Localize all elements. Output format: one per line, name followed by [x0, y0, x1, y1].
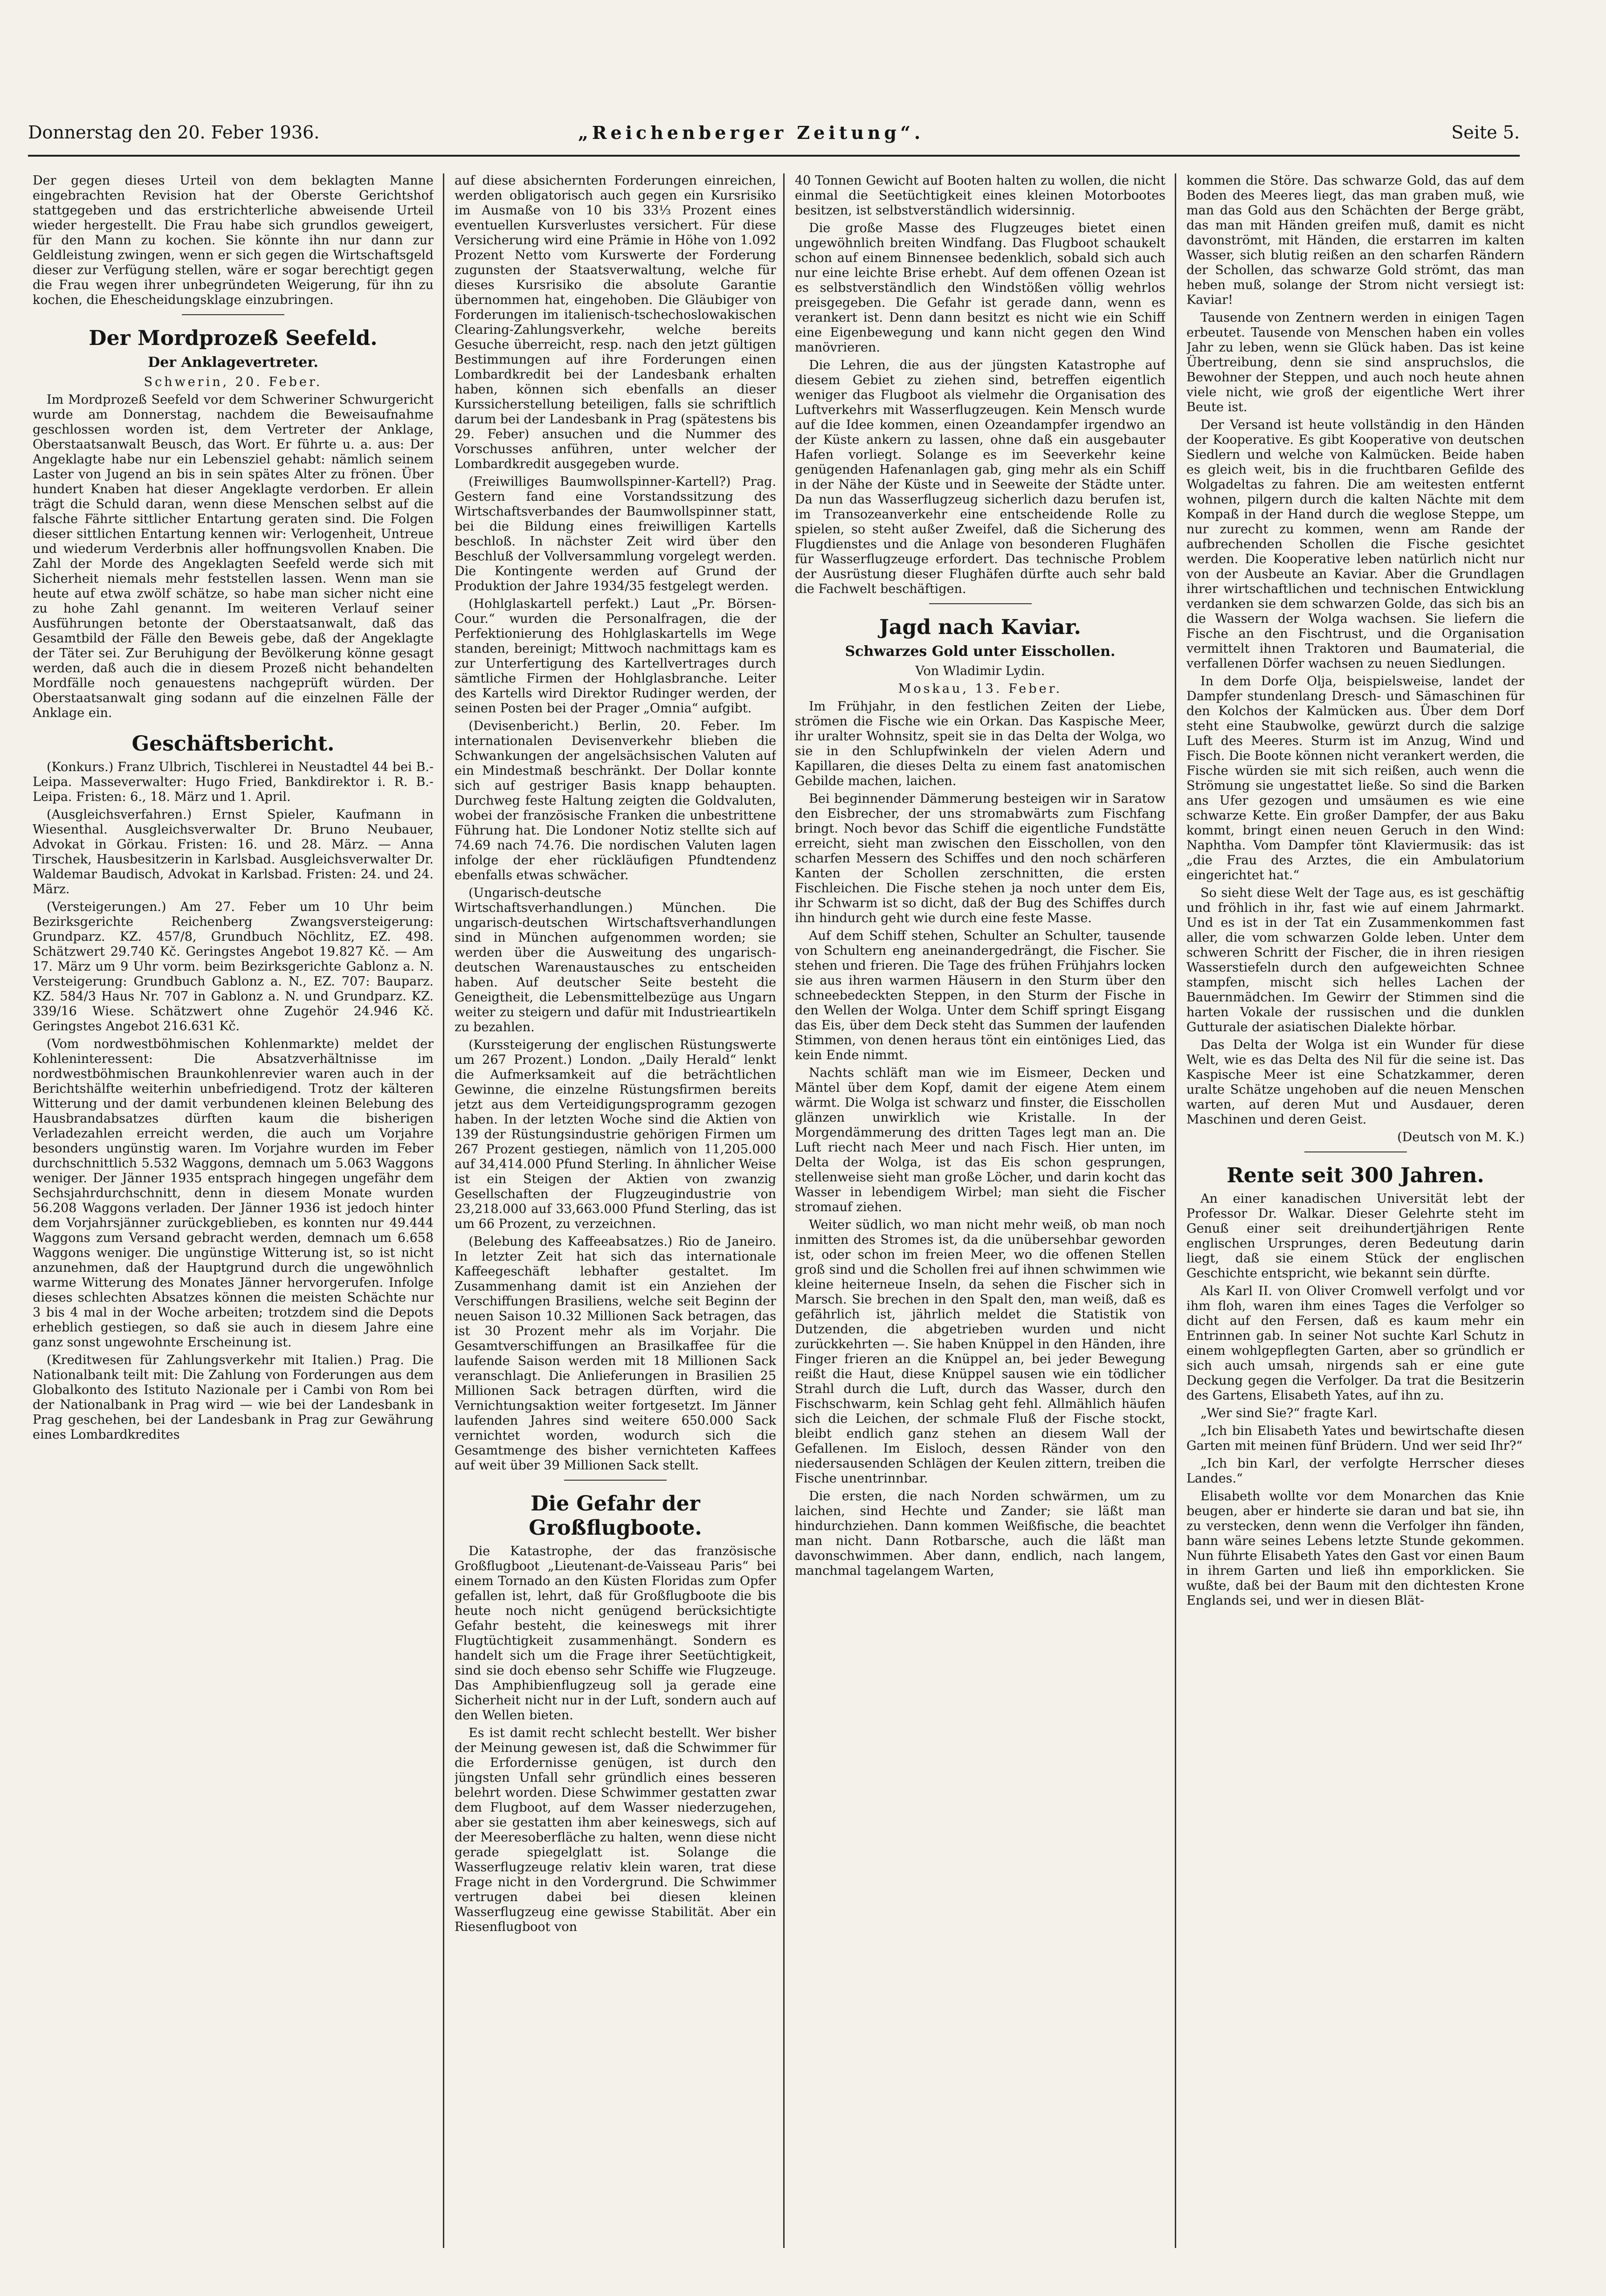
subheadline: Der Anklagevertreter.	[148, 354, 318, 371]
headline-mordprozess: Der Mordprozeß Seefeld.	[89, 326, 378, 350]
notice-ruestung: (Kurssteigerung der englischen Rüstungswerte um 267 Prozent.) London. „Daily Herald“ lenkt die Aufmerksamkeit auf die beträchtlichen Gewinne, die einzelne Rüstungsfirmen bereits jetzt aus dem Verteidigungsprogramm gezogen haben. In der letzten Woche sind die Aktien von 139 der Rüstungsindustrie gehörigen Firmen um 267 Prozent gestiegen, nämlich von 11,205.000 auf 34,414.000 Pfund Sterling. In ähnlicher Weise ist ein Steigen der Aktien von zwanzig Gesellschaften der Flugzeugindustrie von 23,218.000 auf 33,663.000 Pfund Sterling, das ist um 66 Prozent, zu verzeichnen.	[455, 1038, 776, 1231]
notice-hohlglas: (Hohlglaskartell perfekt.) Laut „Pr. Börsen-Cour.“ wurden die Personalfragen, die der Perfektionierung des Hohlglaskartells im Wege standen, bereinigt; Mittwoch nachmittags kam es zur Unterfertigung des Kartellvertrages durch sämtliche Firmen der Hohlglasbranche. Leiter des Kartells wird Direktor Rudinger werden, der seinen Posten bei der Prager „Omnia“ aufgibt.	[455, 597, 776, 716]
article-paragraph: Die ersten, die nach Norden schwärmen, um zu laichen, sind Hechte und Zander; sie läßt man hindurchziehen. Dann kommen Weißfische, die beachtet man nicht. Dann Rotbarsche, auch die läßt man davonschwimmen. Aber dann, endlich, nach langem, manchmal tagelangem Warten,	[795, 1489, 1165, 1578]
notice-kartell: (Freiwilliges Baumwollspinner-Kartell?) Prag. Gestern fand eine Vorstandssitzung des Wirtschaftsverbandes der Baumwollspinner statt, bei die Bildung eines freiwilligen Kartells beschloß. In nächster Zeit wird über den Beschluß der Vollversammlung vorgelegt werden. Die Kontingente werden auf Grund der Produktion der Jahre 1934/35 festgelegt werden.	[455, 475, 776, 593]
column-divider	[783, 173, 785, 2248]
article-paragraph: Das Delta der Wolga ist ein Wunder für diese Welt, wie es das Delta des Nil für die seine ist. Das Kaspische Meer ist eine Schatzkammer, deren uralte Schätze ungehoben auf die neuen Menschen warten, auf deren Mut und Ausdauer, deren Maschinen und deren Geist.	[1186, 1038, 1524, 1127]
dateline: Moskau, 13. Feber.	[898, 682, 1062, 696]
page-number: Seite 5.	[1451, 122, 1520, 143]
article-paragraph: Weiter südlich, wo man nicht mehr weiß, ob man noch inmitten des Stromes ist, da die unübersehbar geworden ist, oder schon im freien Meer, wo die offenen Stellen groß sind und die Schollen frei auf ihnen schwimmen wie kleine heiterneue Inseln, da sehen die Fischer sich in Marsch. Sie brechen in den Spalt den, man weiß, daß es gefährlich ist, jährlich meldet die Statistik von Dutzenden, die abgetrieben wurden und nicht zurückkehrten —. Sie haben Knüppel in den Händen, ihre Finger frieren an die Knüppel an, bei jeder Bewegung reißt die Haut, diese Knüppel sausen wie ein tödlicher Strahl durch die Luft, durch das Wasser, durch den Fischschwarm, kein Schlag geht fehl. Allmählich häufen sich die Leichen, der schmale Fluß der Fische stockt, bleibt endlich ganz stehen an diesem Wall der Gefallenen. Im Eisloch, dessen Ränder von den niedersausenden Schlägen der Keulen zittern, treiben die Fische unentrinnbar.	[795, 1218, 1165, 1486]
article-paragraph: 40 Tonnen Gewicht auf Booten halten zu wollen, die nicht einmal die Seetüchtigkeit eines kleinen Motorbootes besitzen, ist selbstverständlich widersinnig.	[795, 173, 1165, 218]
column-4	[1186, 173, 1524, 1611]
article-paragraph: Als Karl II. von Oliver Cromwell verfolgt und vor ihm floh, waren ihm eines Tages die Verfolger so dicht auf den Fersen, daß es kaum mehr ein Entrinnen gab. In seiner Not suchte Karl Schutz in einem wohlgepflegten Garten, aber so gründlich er sich auch umsah, nirgends sah er eine gute Deckung gegen die Verfolger. Da trat die Besitzerin des Gartens, Elisabeth Yates, auf ihn zu.	[1186, 1284, 1524, 1403]
column-divider	[443, 173, 444, 2248]
article-paragraph: Tausende von Zentnern werden in einigen Tagen erbeutet. Tausende von Menschen haben ein volles Jahr zu leben, wenn sie Glück haben. Das ist keine Übertreibung, denn sie sind anspruchslos, die Bewohner der Steppen, und auch noch heute ahnen viele nicht, wie groß der eigentliche Wert ihrer Beute ist.	[1186, 310, 1524, 414]
notice-kaffee: (Belebung des Kaffeeabsatzes.) Rio de Janeiro. In letzter Zeit hat sich das internationale Kaffeegeschäft lebhafter gestaltet. Im Zusammenhang damit ist ein Anziehen der Verschiffungen Brasiliens, welche seit Beginn der neuen Saison 10.32 Millionen Sack betragen, das ist 30 Prozent mehr als im Vorjahr. Die Gesamtverschiffungen an Brasilkaffee für die laufende Saison werden mit 18 Millionen Sack veranschlagt. Die Anlieferungen in Brasilien 25 Millionen Sack betragen dürften, wird die Vernichtungsaktion weiter fortgesetzt. Im Jänner laufenden Jahres sind weitere 650.000 Sack vernichtet worden, wodurch sich die Gesamtmenge des bisher vernichteten Kaffees auf weit über 39 Millionen Sack stellt.	[455, 1234, 776, 1473]
article-paragraph: Die Lehren, die aus der jüngsten Katastrophe auf diesem Gebiet zu ziehen sind, betreffen eigentlich weniger das Flugboot als vielmehr die Organisation des Luftverkehrs mit Wasserflugzeugen. Kein Mensch wurde auf die Idee kommen, einen Ozeandampfer irgendwo an der Küste ankern zu lassen, ohne daß ein ausgebauter Hafen vorliegt. Solange es im Seeverkehr keine genügenden Hafenanlagen gab, ging mehr als ein Schiff in der Nähe der Küste und in Seeweite der Städte unter. Da nun das Wasserflugzeug sicherlich dazu berufen ist, im Transozeanverkehr eine entscheidende Rolle zu spielen, so steht außer Zweifel, daß die Sicherung des Flugdienstes und die Anlage von besonderen Flughäfen für Wasserflugzeuge erfordert. Das technische Problem der Ausrüstung dieser Flughäfen dürfte auch sehr bald die Fachwelt beschäftigen.	[795, 358, 1165, 596]
column-1	[33, 173, 434, 1445]
article-paragraph: Elisabeth wollte vor dem Monarchen das Knie beugen, aber er hinderte sie daran und bat sie, ihn zu verstecken, denn wenn die Verfolger ihn fänden, bann wäre seines Lebens letzte Stunde gekommen. Nun führte Elisabeth Yates den Gast vor einen Baum in ihrem Garten und ließ ihn emporklicken. Sie wußte, daß bei der Baum mit den dichtesten Krone Englands sei, und wer in diesen Blät-	[1186, 1489, 1524, 1608]
notice-kohlenmarkt: (Vom nordwestböhmischen Kohlenmarkte) meldet der Kohleninteressent: Die Absatzverhältnisse im nordwestböhmischen Braunkohlenrevier waren auch in der Berichtshälfte weiterhin unbefriedigend. Trotz der kälteren Witterung und der damit verbundenen kleinen Belebung des Hausbrandabsatzes dürften kaum die bisherigen Verladezahlen erreicht werden, die auch um Vorjahre besonders ungünstig waren. Im Vorjahre wurden im Feber durchschnittlich 5.532 Waggons, demnach um 5.063 Waggons weniger. Der Jänner 1935 entsprach hingegen ungefähr dem Sechsjahrdurchschnitt, denn in diesem Monate wurden 56.208 Waggons verladen. Der Jänner 1936 ist jedoch hinter dem Vorjahrsjänner zurückgeblieben, es konnten nur 49.444 Waggons zum Versand gebracht werden, demnach um 6.658 Waggons weniger. Die ungünstige Witterung ist, so ist nicht anzunehmen, daß der Hauptgrund durch die ungewöhnlich warme Witterung des Monates Jänner hervorgerufen. Infolge dieses schlechten Absatzes können die meisten Schächte nur 3 bis 4 mal in der Woche arbeiten; trotzdem sind die Depots erheblich gestiegen, so daß sie auch in diesem Jahre eine ganz sonst ungewohnte Erscheinung ist.	[33, 1037, 434, 1350]
article-paragraph: Die Katastrophe, der das französische Großflugboot „Lieutenant-de-Vaisseau Paris“ bei einem Tornado an den Küsten Floridas zum Opfer gefallen ist, lehrt, daß für Großflugboote die bis heute noch nicht genügend berücksichtigte Gefahr besteht, die keineswegs mit ihrer Flugtüchtigkeit zusammenhängt. Sondern es handelt sich um die Frage ihrer Seetüchtigkeit, sind sie doch ebenso sehr Schiffe wie Flugzeuge. Das Amphibienflugzeug soll ja gerade eine Sicherheit nicht nur in der Luft, sondern auch auf den Wellen bieten.	[455, 1544, 776, 1723]
article-paragraph: „Ich bin Karl, der verfolgte Herrscher dieses Landes.“	[1186, 1456, 1524, 1486]
article-paragraph: Es ist damit recht schlecht bestellt. Wer bisher der Meinung gewesen ist, daß die Schwimmer für die Erfordernisse genügen, ist durch den jüngsten Unfall sehr gründlich eines besseren belehrt worden. Diese Schwimmer gestatten zwar dem Flugboot, auf dem Wasser niederzugehen, aber sie gestatten ihm aber keineswegs, sich auf der Meeresoberfläche zu halten, wenn diese nicht gerade spiegelglatt ist. Solange die Wasserflugzeuge relativ klein waren, trat diese Frage nicht in den Vordergrund. Die Schwimmer vertrugen dabei bei diesen kleinen Wasserflugzeug eine gewisse Stabilität. Aber ein Riesenflugboot von	[455, 1726, 776, 1934]
column-divider	[1175, 173, 1176, 2248]
article-paragraph: So sieht diese Welt der Tage aus, es ist geschäftig und fröhlich in ihr, fast wie auf einem Jahrmarkt. Und es ist in der Tat ein Zusammenkommen fast aller, die vom schwarzen Golde leben. Unter dem schweren Schritt der Fischer, die in ihren riesigen Wasserstiefeln durch den aufgeweichten Schnee stampfen, mischt sich helles Lachen der Bauernmädchen. Im Gewirr der Stimmen sind die harten Vokale der russischen und die dunklen Gutturale der asiatischen Dialekte hörbar.	[1186, 886, 1524, 1034]
translation-credit: (Deutsch von M. K.)	[1397, 1130, 1524, 1145]
article-paragraph: Auf dem Schiff stehen, Schulter an Schulter, tausende von Schultern eng aneinandergedrängt, die Fischer. Sie stehen und frieren. Die Tage des frühen Frühjahrs locken sie aus ihren warmen Häusern in den Sturm über den schneebedeckten Steppen, in den Sturm der Fische in den Wellen der Wolga. Unter dem Schiff springt Eisgang das Eis, über dem Deck steht das Summen der laufenden Stimmen, von denen heraus tönt ein eintöniges Lied, das kein Ende nimmt.	[795, 929, 1165, 1062]
article-paragraph: Die große Masse des Flugzeuges bietet einen ungewöhnlich breiten Windfang. Das Flugboot schaukelt schon auf einem Binnensee bedenklich, sobald sich auch nur eine leichte Brise erhebt. Auf dem offenen Ozean ist es selbstverständlich den Windstößen völlig wehrlos preisgegeben. Die Gefahr ist gerade dann, wenn es verankert ist. Denn dann besitzt es nicht wie ein Schiff eine Eigenbewegung und kann nicht gegen den Wind manövrieren.	[795, 221, 1165, 355]
masthead-title: „Reichenberger Zeitung“.	[578, 122, 924, 143]
notice-kreditwesen: (Kreditwesen für Zahlungsverkehr mit Italien.) Prag. Die Nationalbank teilt mit: Die Zahlung von Forderungen aus dem Globalkonto des Istituto Nazionale per i Cambi von Rom bei der Nationalbank in Prag wird — wie bei der Landesbank in Prag geschehen, bei der Landesbank in Prag zur Gewährung eines Lombardkredites	[33, 1353, 434, 1442]
article-paragraph: Im Mordprozeß Seefeld vor dem Schweriner Schwurgericht wurde am Donnerstag, nachdem die Beweisaufnahme geschlossen worden ist, dem Vertreter der Anklage, Oberstaatsanwalt Beusch, das Wort. Er führte u. a. aus: Der Angeklagte habe nur ein Lebensziel gehabt: nämlich seinem Laster von Jugend an bis in sein spätes Alter zu frönen. Über hundert Knaben hat dieser Angeklagte verdorben. Er allein trägt die Schuld daran, wenn diese Menschen selbst auf die falsche Fährte sittlicher Entartung geraten sind. Die Folgen dieser sittlichen Entartung kennen wir: Verlogenheit, Untreue und wiederum Verderbnis aller hoffnungsvollen Knaben. Die Zahl der Morde des Angeklagten Seefeld werde sich mit Sicherheit niemals mehr feststellen lassen. Wenn man sie heute auf etwa zwölf schätze, so habe man sicher nicht eine zu hohe Zahl genannt. Im weiteren Verlauf seiner Ausführungen betonte der Oberstaatsanwalt, daß das Gesamtbild der Fälle den Beweis gebe, daß der Angeklagte der Täter sei. Zur Beruhigung der Bevölkerung könne gesagt werden, daß auch die in diesem Prozeß nicht behandelten Mordfälle noch genauestens nachgeprüft würden. Der Oberstaatsanwalt ging sodann auf die einzelnen Fälle der Anklage ein.	[33, 393, 434, 720]
article-paragraph: „Wer sind Sie?“ fragte Karl.	[1200, 1406, 1378, 1420]
byline: Von Wladimir Lydin.	[915, 664, 1045, 678]
article-paragraph: Im Frühjahr, in den festlichen Zeiten der Liebe, strömen die Fische wie ein Orkan. Das Kaspische Meer, ihr uralter Wohnsitz, speit sie in das Delta der Wolga, wo sie in den Schlupfwinkeln der vielen Adern und Kapillaren, die dieses Delta zu einem fast anatomischen Gebilde machen, laichen.	[795, 699, 1165, 788]
masthead	[28, 122, 1520, 150]
column-2	[455, 173, 776, 1937]
headline-grossflugboote: Die Gefahr der Großflugboote.	[529, 1492, 702, 1540]
separator	[1304, 1151, 1407, 1152]
article-paragraph: kommen die Störe. Das schwarze Gold, das auf dem Boden des Meeres liegt, das man graben muß, wie man das Gold aus den Schächten der Berge gräbt, das man mit Händen greifen muß, damit es nicht davonströmt, mit Händen, die erstarren im kalten Wasser, sich blutig reißen an den scharfen Rändern der Schollen, das schwarze Gold strömt, das man heben muß, solange der Strom nicht versiegt ist: Kaviar!	[1186, 173, 1524, 307]
separator	[564, 1480, 667, 1481]
separator	[182, 314, 284, 315]
article-paragraph: Bei beginnender Dämmerung besteigen wir in Saratow den Eisbrecher, der uns stromabwärts zum Fischfang bringt. Noch bevor das Schiff die eigentliche Fundstätte erreicht, sieht man zwischen den Eisschollen, von den scharfen Messern des Schiffes und den noch schärferen Kanten der Schollen zerschnitten, die ersten Fischleichen. Die Fische stehen ja noch unter dem Eis, ihr Schwarm ist so dicht, daß der Bug des Schiffes durch ihn hindurch geht wie durch eine feste Masse.	[795, 792, 1165, 925]
notice-ungarn: (Ungarisch-deutsche Wirtschaftsverhandlungen.) München. Die ungarisch-deutschen Wirtschaftsverhandlungen sind in München aufgenommen worden; sie werden über die Ausweitung des ungarisch-deutschen Warenaustausches zu entscheiden haben. Auf deutscher Seite besteht die Geneigtheit, die Lebensmittelbezüge aus Ungarn weiter zu steigern und dafür mit Industrieartikeln zu bezahlen.	[455, 886, 776, 1034]
dateline: Schwerin, 20. Feber.	[144, 375, 323, 389]
notice-devisen: (Devisenbericht.) Berlin, 20. Feber. Im internationalen Devisenverkehr blieben die Schwankungen der angelsächsischen Valuten auf ein Mindestmaß beschränkt. Der Dollar konnte sich auf gestriger Basis knapp behaupten. Durchweg feste Haltung zeigten die Goldvaluten, wobei der französische Franken die unbestrittene Führung hat. Die Londoner Notiz stellte sich auf 74.69 nach 74.76. Die nordischen Valuten lagen infolge der eher rückläufigen Pfundtendenz ebenfalls etwas schwächer.	[455, 719, 776, 883]
separator	[929, 603, 1032, 604]
headline-kaviar: Jagd nach Kaviar.	[879, 615, 1081, 639]
article-paragraph: An einer kanadischen Universität lebt der Professor Dr. Walkar. Dieser Gelehrte steht im Genuß einer seit dreihundertjährigen Rente englischen Ursprunges, deren Bedeutung darin liegt, daß sie einem Stück der englischen Geschichte entspricht, wie bekannt sein dürfte.	[1186, 1192, 1524, 1281]
notice-versteigerung: (Versteigerungen.) Am 27. Feber um 10 Uhr beim Bezirksgerichte Reichenberg Zwangsversteigerung: Grundparz. KZ. 457/8, Grundbuch Nöchlitz, EZ. 498. Schätzwert 29.740 Kč. Geringstes Angebot 19.827 Kč. — Am 17. März um 9 Uhr vorm. beim Bezirksgerichte Gablonz a. N. Versteigerung: Grundbuch Gablonz a. N., EZ. 707: Bauparz. KZ. 584/3 Haus Nr. 707 in Gablonz a. N. und Grundparz. KZ. 339/16 Wiese. Schätzwert ohne Zugehör 24.946 Kč. Geringstes Angebot 216.631 Kč.	[33, 900, 434, 1034]
article-paragraph: Der gegen dieses Urteil von dem beklagten Manne eingebrachten Revision hat der Oberste Gerichtshof stattgegeben und das erstrichterliche abweisende Urteil wieder hergestellt. Die Frau habe sich grundlos geweigert, für den Mann zu kochen. Sie könnte ihn nur dann zur Geldleistung zwingen, wenn er sich gegen die Wirtschaftsgeld dieser zur Verfügung stellen, wäre er sogar berechtigt gegen die Frau wegen ihrer unbegründeten Weigerung, für ihn zu kochen, die Ehescheidungsklage einzubringen.	[33, 173, 434, 307]
article-paragraph: Der Versand ist heute vollständig in den Händen der Kooperative. Es gibt Kooperative von deutschen Siedlern und welche von Kalmücken. Beide haben es gleich weit, bis in die fruchtbaren Gefilde des Wolgadeltas zu fahren. Die am weitesten entfernt wohnen, pilgern durch die kalten Nächte mit dem Kompaß in der Hand durch die weglose Steppe, um nur zurecht zu kommen, wenn am Rande der aufbrechenden Schollen die Fische gesichtet werden. Die Kooperative leben natürlich nicht nur von der Ausbeute an Kaviar. Aber die Grundlagen ihrer wirtschaftlichen und technischen Entwicklung verdanken sie dem schwarzen Golde, das sich bis an die Wassern der Wolga wachsen. Sie liefern die Fische an den Fischtrust, und die Organisation vermittelt ihnen Traktoren und Baumaterial, die verfallenen Dörfer wachsen zu neuen Siedlungen.	[1186, 418, 1524, 671]
subheadline: Schwarzes Gold unter Eisschollen.	[845, 643, 1116, 660]
article-paragraph: In dem Dorfe Olja, beispielsweise, landet der Dampfer stundenlang Dresch- und Sämaschinen für den Kolchos der Kalmücken aus. Über dem Dorf steht eine Staubwolke, gewürzt durch die salzige Luft des Meeres. Sturm ist im Anzug, Wind und Fisch. Die Boote können nicht verankert werden, die Fische würden sie mit sich reißen, auch wenn die Strömung sie ungestattet ließe. So sind die Barken ans Ufer gezogen und umsäumen es wie eine schwarze Kette. Ein großer Dampfer, der aus Baku kommt, bringt einen neuen Geruch in den Wind: Naphtha. Vom Dampfer tönt Klaviermusik: das ist „die Frau des Arztes, die ein Ambulatorium eingerichtet hat.“	[1186, 674, 1524, 883]
headline-geschaeftsbericht: Geschäftsbericht.	[131, 732, 335, 756]
headline-rente: Rente seit 300 Jahren.	[1227, 1164, 1484, 1187]
article-paragraph: Nachts schläft man wie im Eismeer, Decken und Mäntel über dem Kopf, damit der eigene Atem einem wärmt. Die Wolga ist schwarz und finster, die Eisschollen glänzen unwirklich wie Kristalle. In der Morgendämmerung des dritten Tages legt man an. Die Luft riecht nach Meer und nach Fisch. Hier unten, im Delta der Wolga, ist das Eis schon gesprungen, stellenweise sieht man große Löcher, und darin kocht das Wasser in lebendigem Wirbel; man sieht die Fischer stromauf ziehen.	[795, 1066, 1165, 1214]
article-paragraph: „Ich bin Elisabeth Yates und bewirtschafte diesen Garten mit meinen fünf Brüdern. Und wer seid Ihr?“	[1186, 1424, 1524, 1453]
masthead-rule	[28, 155, 1520, 157]
column-3	[795, 173, 1165, 1581]
notice-konkurs: (Konkurs.) Franz Ulbrich, Tischlerei in Neustadtel 44 bei B.-Leipa. Masseverwalter: Hugo Fried, Bankdirektor i. R. B.-Leipa. Fristen: 6., 18. März und 1. April.	[33, 760, 434, 804]
notice-ausgleich: (Ausgleichsverfahren.) Ernst Spieler, Kaufmann in Wiesenthal. Ausgleichsverwalter Dr. Bruno Neubauer, Advokat in Görkau. Fristen: 16. und 28. März. — Anna Tirschek, Hausbesitzerin in Karlsbad. Ausgleichsverwalter Dr. Waldemar Baudisch, Advokat in Karlsbad. Fristen: 24. und 24. März.	[33, 807, 434, 896]
article-paragraph: auf diese absichernten Forderungen einreichen, werden obligatorisch auch gegen ein Kursrisiko im Ausmaße von 10 bis 33⅓ Prozent eines eventuellen Kursverlustes versichert. Für diese Versicherung wird eine Prämie in Höhe von 1.092 Prozent Netto vom Kurswerte der Forderung zugunsten der Staatsverwaltung, welche für dieses Kursrisiko die absolute Garantie übernommen hat, eingehoben. Die Gläubiger von Forderungen im italienisch-tschechoslowakischen Clearing-Zahlungsverkehr, welche bereits Gesuche überreicht, resp. nach den jetzt gültigen Bestimmungen auf ihre Forderungen einen Lombardkredit bei der Landesbank erhalten haben, können sich ebenfalls an dieser Kurssicherstellung beteiligen, falls sie schriftlich darum bei der Landesbank in Prag (spätestens bis 29. Feber) ansuchen und die Nummer des Vorschusses anführen, unter welcher der Lombardkredit ausgegeben wurde.	[455, 173, 776, 471]
masthead-date: Donnerstag den 20. Feber 1936.	[28, 122, 320, 143]
